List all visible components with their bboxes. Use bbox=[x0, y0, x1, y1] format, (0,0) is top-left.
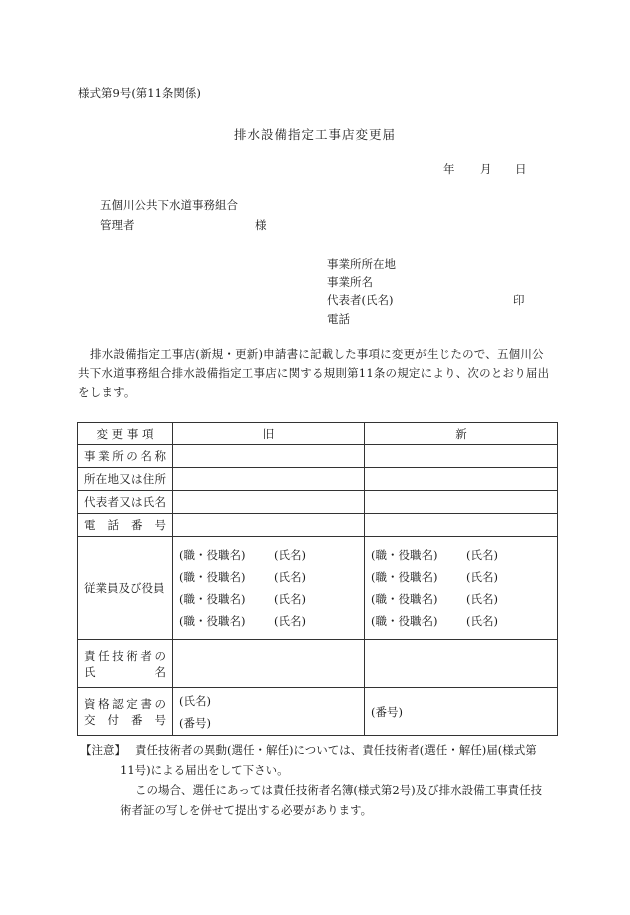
new-office-name-cell[interactable] bbox=[365, 445, 558, 468]
row-label-representative: 代表者又は氏名 bbox=[78, 491, 173, 514]
table-header-row bbox=[78, 423, 558, 445]
engineer-label-shi: 氏 bbox=[84, 664, 96, 679]
new-representative-cell[interactable] bbox=[365, 491, 558, 514]
table-row bbox=[78, 445, 558, 468]
table-row bbox=[78, 468, 558, 491]
table-row bbox=[78, 537, 558, 640]
applicant-representative-label: 代表者(氏名) bbox=[327, 293, 394, 307]
addressee-honorific: 様 bbox=[255, 218, 267, 232]
header-item: 変 更 事 項 bbox=[78, 423, 173, 445]
officer-role-label: (職・役職名) bbox=[179, 570, 246, 584]
officer-role-label: (職・役職名) bbox=[371, 592, 438, 606]
date-day-label: 日 bbox=[515, 162, 527, 176]
officer-role-label: (職・役職名) bbox=[179, 614, 246, 628]
old-office-name-cell[interactable] bbox=[173, 445, 365, 468]
document-title: 排水設備指定工事店変更届 bbox=[233, 127, 396, 142]
new-certificate-cell[interactable] bbox=[365, 688, 558, 736]
notice-line-3: この場合、選任にあっては責任技術者名簿(様式第2号)及び排水設備工事責任技 bbox=[135, 783, 543, 797]
certificate-number-label: (番号) bbox=[371, 704, 403, 719]
old-phone-cell[interactable] bbox=[173, 514, 365, 537]
table-row bbox=[78, 640, 558, 688]
officer-name-label: (氏名) bbox=[466, 592, 498, 606]
date-month-label: 月 bbox=[480, 162, 492, 176]
officer-name-label: (氏名) bbox=[274, 548, 306, 562]
notice-line-4: 術者証の写しを併せて提出する必要があります。 bbox=[120, 803, 373, 817]
old-employees-cell[interactable] bbox=[173, 537, 365, 640]
officer-name-label: (氏名) bbox=[466, 548, 498, 562]
old-representative-cell[interactable] bbox=[173, 491, 365, 514]
row-label-phone: 電 話 番 号 bbox=[78, 514, 173, 537]
officer-name-label: (氏名) bbox=[466, 614, 498, 628]
new-address-cell[interactable] bbox=[365, 468, 558, 491]
applicant-name-label: 事業所名 bbox=[327, 275, 373, 289]
body-paragraph: 排水設備指定工事店(新規・更新)申請書に記載した事項に変更が生じたので、五個川公共下水道事務組合排水設備指定工事店に関する規則第11条の規定により、次のとおり届出をします。 bbox=[78, 347, 550, 399]
officer-name-label: (氏名) bbox=[274, 614, 306, 628]
seal-label: 印 bbox=[513, 293, 525, 307]
table-row bbox=[78, 514, 558, 537]
certificate-number-label: (番号) bbox=[179, 715, 211, 730]
row-label-employees: 従業員及び役員 bbox=[78, 537, 173, 640]
engineer-label-mei: 名 bbox=[154, 664, 166, 679]
addressee-title: 管理者 bbox=[100, 218, 135, 232]
row-label-office-name: 事業所の名称 bbox=[78, 445, 173, 468]
notice-label: 【注意】 bbox=[80, 743, 126, 757]
notice-line-1: 責任技術者の異動(選任・解任)については、責任技術者(選任・解任)届(様式第 bbox=[135, 743, 537, 757]
applicant-phone-label: 電話 bbox=[327, 312, 350, 326]
table-row bbox=[78, 688, 558, 736]
officer-role-label: (職・役職名) bbox=[371, 570, 438, 584]
old-address-cell[interactable] bbox=[173, 468, 365, 491]
addressee-organization: 五個川公共下水道事務組合 bbox=[100, 198, 238, 212]
old-engineer-cell[interactable] bbox=[173, 640, 365, 688]
row-label-engineer bbox=[78, 640, 173, 688]
officer-role-label: (職・役職名) bbox=[371, 614, 438, 628]
header-old: 旧 bbox=[173, 423, 365, 445]
header-new: 新 bbox=[365, 423, 558, 445]
certificate-name-label: (氏名) bbox=[179, 693, 211, 708]
engineer-label-line1: 責任技術者の bbox=[84, 648, 166, 663]
certificate-label-line1: 資格認定書の bbox=[84, 696, 166, 711]
notice-line-2: 11号)による届出をして下さい。 bbox=[120, 763, 289, 777]
officer-role-label: (職・役職名) bbox=[179, 548, 246, 562]
officer-name-label: (氏名) bbox=[274, 570, 306, 584]
officer-name-label: (氏名) bbox=[466, 570, 498, 584]
certificate-label-line2: 交 付 番 号 bbox=[84, 712, 166, 727]
row-label-address: 所在地又は住所 bbox=[78, 468, 173, 491]
engineer-label-line2 bbox=[84, 664, 166, 680]
date-year-label: 年 bbox=[443, 162, 455, 176]
old-certificate-cell[interactable] bbox=[173, 688, 365, 736]
form-number: 様式第9号(第11条関係) bbox=[78, 86, 201, 100]
table-row bbox=[78, 491, 558, 514]
new-engineer-cell[interactable] bbox=[365, 640, 558, 688]
new-employees-cell[interactable] bbox=[365, 537, 558, 640]
applicant-address-label: 事業所所在地 bbox=[327, 257, 396, 271]
row-label-certificate bbox=[78, 688, 173, 736]
officer-name-label: (氏名) bbox=[274, 592, 306, 606]
change-table bbox=[77, 422, 558, 736]
officer-role-label: (職・役職名) bbox=[371, 548, 438, 562]
new-phone-cell[interactable] bbox=[365, 514, 558, 537]
officer-role-label: (職・役職名) bbox=[179, 592, 246, 606]
